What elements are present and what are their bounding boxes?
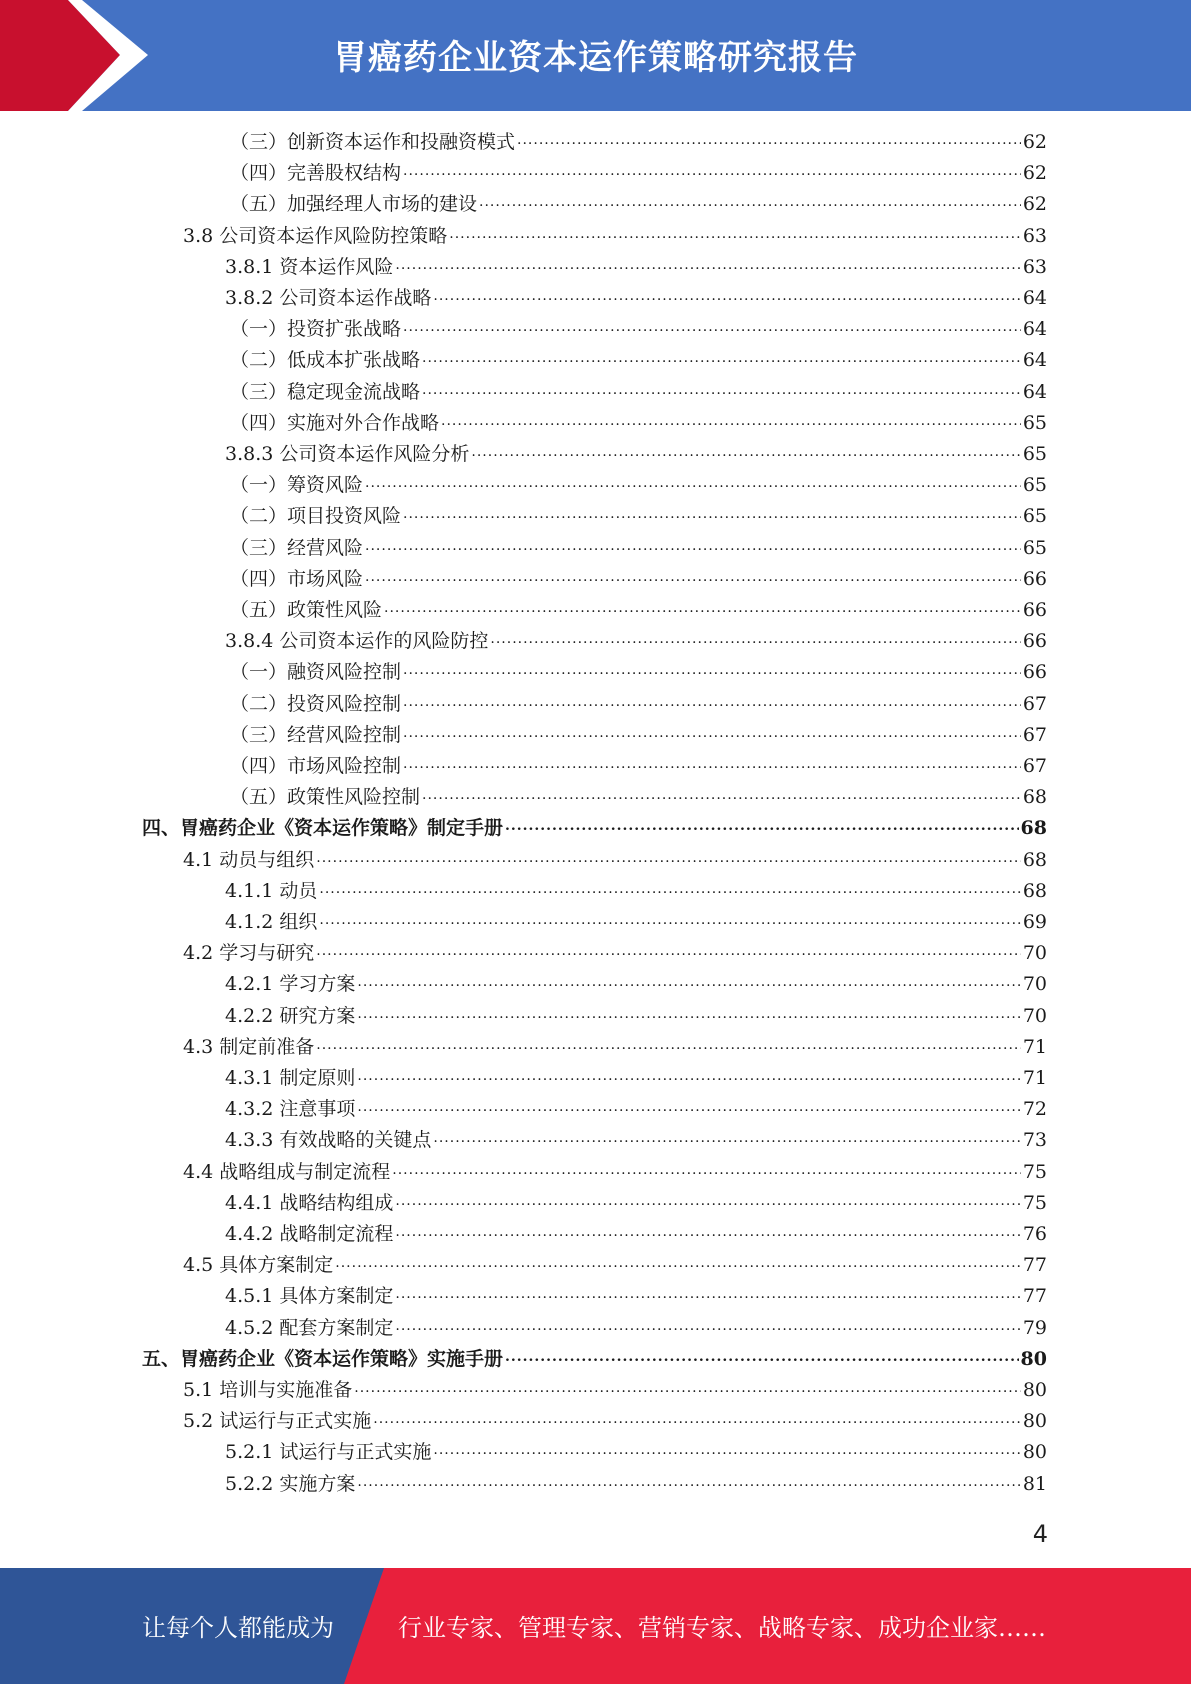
toc-entry-label: （五）加强经理人市场的建设 [230, 193, 478, 216]
toc-entry[interactable] [225, 1469, 1047, 1499]
toc-leader-dots [357, 997, 1020, 1029]
toc-entry-label: 4.2 学习与研究 [183, 942, 315, 965]
toc-entry-label: （一）投资扩张战略 [230, 318, 402, 341]
toc-entry[interactable] [183, 1406, 1047, 1436]
toc-entry-page: 70 [1022, 973, 1047, 996]
toc-leader-dots [403, 154, 1021, 186]
toc-entry-label: 4.1 动员与组织 [183, 848, 315, 871]
toc-entry-page: 69 [1022, 911, 1047, 933]
toc-entry-page: 64 [1022, 287, 1047, 309]
toc-entry-label: 5.1 培训与实施准备 [183, 1379, 353, 1401]
toc-entry-label: （五）政策性风险 [230, 599, 383, 621]
toc-leader-dots [490, 622, 1020, 654]
toc-leader-dots [365, 529, 1021, 561]
toc-entry-page: 77 [1022, 1285, 1047, 1308]
toc-entry-label: （二）低成本扩张战略 [230, 349, 421, 372]
toc-entry-page: 66 [1022, 630, 1047, 653]
toc-leader-dots [365, 466, 1021, 498]
toc-entry-label: 4.3 制定前准备 [183, 1035, 315, 1058]
toc-leader-dots [441, 404, 1021, 436]
toc-entry-page: 64 [1022, 380, 1047, 403]
toc-entry-page: 64 [1022, 349, 1047, 372]
toc-entry[interactable] [183, 845, 1047, 875]
toc-entry-label: 4.4 战略组成与制定流程 [183, 1160, 391, 1183]
toc-entry-label: （三）经营风险 [230, 536, 364, 559]
toc-entry-label: 5.2 试运行与正式实施 [183, 1410, 372, 1433]
toc-entry-label: 4.2.2 研究方案 [225, 1004, 356, 1027]
toc-entry[interactable] [225, 969, 1047, 999]
toc-entry-label: （三）稳定现金流战略 [230, 380, 421, 403]
toc-entry-label: 4.1.1 动员 [225, 879, 318, 902]
toc-leader-dots [505, 809, 1019, 841]
toc-entry-page: 65 [1022, 474, 1047, 497]
toc-leader-dots [384, 591, 1021, 623]
toc-entry-page: 62 [1022, 162, 1047, 185]
toc-entry[interactable] [230, 689, 1047, 719]
toc-leader-dots [395, 1277, 1020, 1309]
toc-leader-dots [403, 685, 1021, 717]
toc-entry-page: 80 [1022, 1410, 1047, 1433]
toc-leader-dots [316, 934, 1021, 966]
toc-entry-label: 3.8 公司资本运作风险防控策略 [183, 224, 448, 247]
toc-leader-dots [433, 1433, 1020, 1465]
toc-entry-page: 72 [1022, 1098, 1047, 1121]
toc-entry-page: 68 [1022, 879, 1047, 902]
toc-entry-label: 4.5.2 配套方案制定 [225, 1316, 394, 1339]
toc-leader-dots [316, 1028, 1021, 1060]
toc-leader-dots [422, 341, 1021, 373]
toc-entry-label: 3.8.2 公司资本运作战略 [225, 287, 432, 309]
toc-leader-dots [403, 497, 1021, 529]
toc-entry-label: 3.8.4 公司资本运作的风险防控 [225, 630, 489, 653]
toc-entry[interactable] [230, 564, 1047, 594]
toc-leader-dots [365, 560, 1021, 592]
toc-entry-page: 66 [1022, 661, 1047, 684]
page-header [0, 0, 1191, 111]
toc-entry-page: 65 [1022, 443, 1047, 465]
toc-leader-dots [422, 778, 1021, 810]
toc-entry-page: 68 [1020, 817, 1047, 840]
toc-leader-dots [433, 1121, 1020, 1153]
toc-leader-dots [395, 1184, 1020, 1216]
toc-entry-label: 五、胃癌药企业《资本运作策略》实施手册 [142, 1347, 504, 1370]
toc-leader-dots [422, 373, 1021, 405]
toc-entry-page: 80 [1022, 1441, 1047, 1464]
toc-leader-dots [395, 1215, 1020, 1247]
toc-entry[interactable] [230, 470, 1047, 500]
toc-leader-dots [319, 903, 1020, 935]
toc-entry-page: 64 [1022, 318, 1047, 341]
toc-entry[interactable] [225, 1063, 1047, 1093]
toc-entry[interactable] [225, 1001, 1047, 1031]
footer-slogan-left: 让每个人都能成为 [142, 1614, 334, 1642]
toc-entry-label: 4.5.1 具体方案制定 [225, 1285, 394, 1308]
toc-entry-page: 80 [1020, 1347, 1047, 1370]
toc-entry-label: 四、胃癌药企业《资本运作策略》制定手册 [142, 817, 504, 840]
toc-entry[interactable] [225, 1313, 1047, 1343]
toc-entry[interactable] [225, 1125, 1047, 1155]
toc-entry-label: 4.1.2 组织 [225, 911, 318, 933]
toc-entry[interactable] [225, 439, 1047, 469]
page-number: 4 [1032, 1520, 1048, 1548]
toc-entry-page: 71 [1022, 1067, 1047, 1089]
toc-entry[interactable] [230, 657, 1047, 687]
toc-entry[interactable] [230, 720, 1047, 750]
toc-entry[interactable] [183, 1032, 1047, 1062]
toc-entry[interactable] [230, 595, 1047, 625]
page-footer [0, 1568, 1191, 1684]
toc-entry-page: 68 [1022, 848, 1047, 871]
toc-entry-page: 62 [1022, 131, 1047, 153]
toc-leader-dots [357, 1465, 1020, 1497]
toc-entry-label: 4.4.1 战略结构组成 [225, 1191, 394, 1214]
toc-leader-dots [357, 965, 1020, 997]
toc-entry-page: 71 [1022, 1035, 1047, 1058]
toc-entry-label: （二）项目投资风险 [230, 505, 402, 528]
toc-entry-label: （三）经营风险控制 [230, 723, 402, 746]
toc-entry-page: 79 [1022, 1316, 1047, 1339]
toc-entry[interactable] [225, 252, 1047, 282]
toc-entry[interactable] [225, 1188, 1047, 1218]
toc-leader-dots [335, 1246, 1021, 1278]
toc-entry-page: 63 [1022, 224, 1047, 247]
report-title: 胃癌药企业资本运作策略研究报告 [333, 38, 858, 78]
toc-leader-dots [354, 1371, 1021, 1403]
toc-entry-label: 3.8.3 公司资本运作风险分析 [225, 443, 470, 465]
toc-entry-page: 68 [1022, 786, 1047, 809]
toc-entry-page: 67 [1022, 755, 1047, 777]
toc-entry[interactable] [142, 1344, 1047, 1374]
toc-entry[interactable] [183, 938, 1047, 968]
toc-entry[interactable] [230, 314, 1047, 344]
toc-entry-page: 70 [1022, 942, 1047, 965]
toc-entry-label: 5.2.2 实施方案 [225, 1472, 356, 1495]
toc-leader-dots [395, 248, 1020, 280]
toc-entry[interactable] [225, 626, 1047, 656]
toc-entry-page: 75 [1022, 1191, 1047, 1214]
toc-entry[interactable] [142, 813, 1047, 843]
toc-entry[interactable] [225, 1219, 1047, 1249]
toc-entry[interactable] [225, 1094, 1047, 1124]
toc-entry[interactable] [183, 1375, 1047, 1405]
toc-entry[interactable] [225, 283, 1047, 313]
toc-leader-dots [479, 185, 1021, 217]
toc-leader-dots [403, 716, 1021, 748]
toc-entry-label: 5.2.1 试运行与正式实施 [225, 1441, 432, 1464]
toc-leader-dots [505, 1340, 1019, 1372]
toc-entry[interactable] [225, 1437, 1047, 1467]
toc-entry[interactable] [183, 1157, 1047, 1187]
toc-entry[interactable] [230, 127, 1047, 157]
toc-entry-label: （五）政策性风险控制 [230, 786, 421, 809]
toc-entry-page: 76 [1022, 1223, 1047, 1245]
toc-entry[interactable] [230, 377, 1047, 407]
toc-entry-page: 77 [1022, 1254, 1047, 1277]
toc-entry-label: 4.3.2 注意事项 [225, 1098, 356, 1121]
toc-entry-label: （一）筹资风险 [230, 474, 364, 497]
toc-entry-page: 66 [1022, 599, 1047, 621]
toc-entry[interactable] [225, 876, 1047, 906]
toc-leader-dots [395, 1309, 1020, 1341]
toc-leader-dots [449, 217, 1021, 249]
toc-entry[interactable] [230, 501, 1047, 531]
toc-leader-dots [357, 1059, 1020, 1091]
toc-leader-dots [403, 653, 1021, 685]
toc-entry[interactable] [230, 782, 1047, 812]
toc-leader-dots [392, 1153, 1021, 1185]
toc-entry-label: （四）完善股权结构 [230, 162, 402, 185]
toc-entry-page: 65 [1022, 536, 1047, 559]
toc-entry-label: 4.5 具体方案制定 [183, 1254, 334, 1277]
toc-leader-dots [471, 435, 1020, 467]
toc-entry-page: 70 [1022, 1004, 1047, 1027]
toc-entry-page: 75 [1022, 1160, 1047, 1183]
toc-entry-label: 3.8.1 资本运作风险 [225, 255, 394, 278]
toc-entry-page: 73 [1022, 1129, 1047, 1152]
toc-entry-label: （二）投资风险控制 [230, 692, 402, 715]
toc-entry-page: 81 [1022, 1472, 1047, 1495]
toc-entry-label: （四）实施对外合作战略 [230, 411, 440, 434]
toc-entry[interactable] [230, 533, 1047, 563]
toc-entry-label: 4.3.3 有效战略的关键点 [225, 1129, 432, 1152]
toc-entry[interactable] [225, 1281, 1047, 1311]
toc-entry-label: （一）融资风险控制 [230, 661, 402, 684]
toc-leader-dots [357, 1090, 1020, 1122]
toc-entry-page: 66 [1022, 567, 1047, 590]
toc-leader-dots [517, 123, 1021, 155]
toc-leader-dots [403, 310, 1021, 342]
toc-entry-page: 65 [1022, 411, 1047, 434]
toc-entry-page: 67 [1022, 723, 1047, 746]
toc-entry-page: 63 [1022, 255, 1047, 278]
toc-entry[interactable] [230, 408, 1047, 438]
toc-entry-label: （四）市场风险控制 [230, 755, 402, 777]
toc-entry[interactable] [230, 345, 1047, 375]
toc-entry-label: （四）市场风险 [230, 567, 364, 590]
toc-entry-label: 4.4.2 战略制定流程 [225, 1223, 394, 1245]
toc-leader-dots [316, 841, 1021, 873]
toc-entry-page: 67 [1022, 692, 1047, 715]
toc-entry-label: （三）创新资本运作和投融资模式 [230, 131, 516, 153]
toc-entry[interactable] [230, 751, 1047, 781]
toc-entry[interactable] [183, 1250, 1047, 1280]
toc-entry-label: 4.2.1 学习方案 [225, 973, 356, 996]
toc-entry-page: 80 [1022, 1379, 1047, 1401]
toc-leader-dots [403, 747, 1021, 779]
toc-leader-dots [433, 279, 1020, 311]
toc-entry[interactable] [230, 189, 1047, 219]
toc-entry-label: 4.3.1 制定原则 [225, 1067, 356, 1089]
toc-leader-dots [373, 1402, 1021, 1434]
toc-entry[interactable] [230, 158, 1047, 188]
footer-slogan-right: 行业专家、管理专家、营销专家、战略专家、成功企业家…… [398, 1614, 1046, 1642]
toc-entry[interactable] [183, 221, 1047, 251]
toc-entry[interactable] [225, 907, 1047, 937]
toc-leader-dots [319, 872, 1020, 904]
toc-entry-page: 62 [1022, 193, 1047, 216]
toc-entry-page: 65 [1022, 505, 1047, 528]
